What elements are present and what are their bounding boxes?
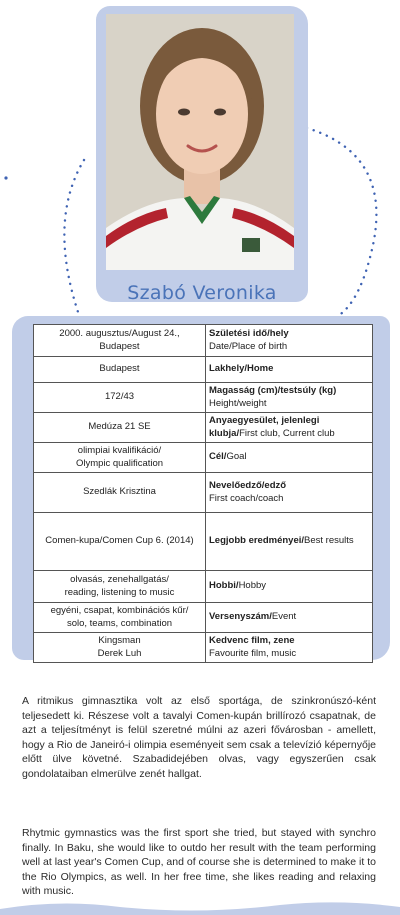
row-value [34, 473, 206, 513]
value-line: solo, teams, combination [66, 617, 173, 629]
label-hungarian: Kedvenc film, zene [209, 635, 295, 646]
table-row [34, 603, 373, 633]
table-row [34, 413, 373, 443]
label-hungarian: Cél/ [209, 451, 227, 463]
label-hungarian: Versenyszám/ [209, 611, 272, 623]
row-value [34, 325, 206, 357]
label-hungarian: Legjobb eredményei/ [209, 535, 305, 547]
value-line: olimpiai kvalifikáció/ [77, 445, 162, 456]
table-row [34, 383, 373, 413]
athlete-name: Szabó Veronika [127, 282, 277, 304]
value-line: egyéni, csapat, kombinációs kűr/ [50, 605, 189, 616]
value-line: olvasás, zenehallgatás/ [70, 574, 169, 585]
value-line: Olympic qualification [75, 457, 164, 469]
label-hungarian: Anyaegyesület, jelenlegi klubja/ [209, 415, 320, 439]
label-english: Hobby [238, 580, 267, 592]
value-line: Budapest [99, 363, 140, 375]
row-label [206, 603, 373, 633]
value-line: Kingsman [98, 635, 141, 646]
row-value [34, 357, 206, 383]
value-line: 172/43 [104, 391, 135, 403]
label-english: First coach/coach [209, 492, 284, 504]
athlete-photo [106, 14, 294, 270]
bio-hungarian: A ritmikus gimnasztika volt az első sportága, de szinkronúszó-ként teljesedett ki. Részese volt a tavalyi Comen-kupán brillírozó csapatnak, de azt a teljesítményt is felül szeretné múlni az azeri fővárosban - amellett, hogy a Rio de Janeiró-i olimpia eseményeit sem csak a televízió képernyője előtt ülve követné. Szabadidejében olvas, vagy egyszerűen csak gondolataiban elmerülve zenét hallgat. [22, 695, 376, 780]
value-line: Budapest [99, 340, 140, 352]
row-label [206, 513, 373, 571]
row-value [34, 513, 206, 571]
row-label [206, 633, 373, 663]
table-row [34, 443, 373, 473]
info-table [33, 324, 373, 663]
table-row [34, 513, 373, 571]
label-english: Best results [304, 535, 354, 547]
table-row [34, 357, 373, 383]
row-label [206, 357, 373, 383]
row-value [34, 633, 206, 663]
row-label [206, 443, 373, 473]
label-hungarian: Hobbi/ [209, 580, 239, 592]
value-line: Comen-kupa/Comen Cup 6. (2014) [45, 535, 194, 547]
bio-english: Rhytmic gymnastics was the first sport she tried, but stayed with synchro finally. In Baku, she would like to outdo her result with the team performing well at last year's Comen Cup, and of course she is determined to make it to the Rio Olympics, as well. In her free time, she likes reading and relaxing with music. [22, 827, 376, 898]
label-english: First club, Current club [239, 427, 335, 439]
label-hungarian: Lakhely/Home [209, 363, 274, 375]
label-english: Goal [226, 451, 247, 463]
value-line: Derek Luh [97, 647, 142, 659]
value-line: Medúza 21 SE [88, 421, 151, 433]
label-english: Date/Place of birth [209, 340, 288, 352]
row-label [206, 325, 373, 357]
table-row [34, 571, 373, 603]
table-row [34, 473, 373, 513]
label-english: Height/weight [209, 397, 267, 409]
value-line: Szedlák Krisztina [83, 486, 156, 498]
value-line: reading, listening to music [64, 586, 175, 598]
row-value [34, 383, 206, 413]
label-english: Favourite film, music [209, 647, 297, 659]
row-label [206, 473, 373, 513]
table-row [34, 633, 373, 663]
label-hungarian: Nevelőedző/edző [209, 480, 287, 491]
row-value [34, 571, 206, 603]
value-line: 2000. augusztus/August 24., [59, 328, 180, 339]
row-label [206, 413, 373, 443]
row-value [34, 413, 206, 443]
row-value [34, 443, 206, 473]
row-label [206, 571, 373, 603]
table-row [34, 325, 373, 357]
wave-decoration [0, 895, 400, 915]
label-hungarian: Születési idő/hely [209, 328, 289, 339]
label-english: Event [271, 611, 297, 623]
row-value [34, 603, 206, 633]
row-label [206, 383, 373, 413]
label-hungarian: Magasság (cm)/testsúly (kg) [209, 385, 337, 396]
